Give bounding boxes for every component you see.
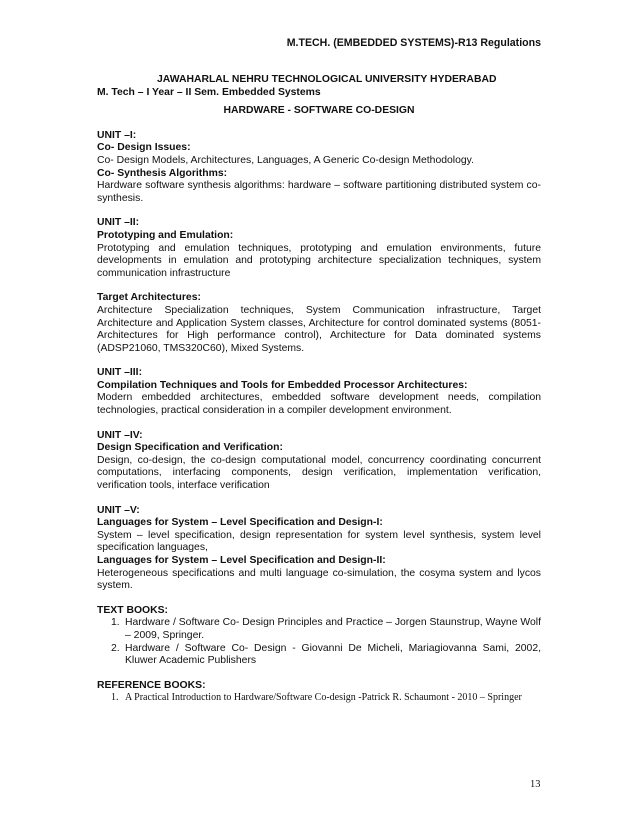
unit-heading: UNIT –III:	[97, 367, 143, 379]
unit-subheading: Languages for System – Level Specification and Design-II:	[97, 555, 386, 566]
unit-subheading: Co- Design Issues:	[97, 142, 191, 154]
unit-heading: UNIT –IV:	[97, 429, 143, 441]
unit-heading: UNIT –V:	[97, 504, 140, 516]
list-item	[97, 692, 541, 705]
unit-2	[97, 217, 541, 355]
list-number: 1.	[111, 692, 119, 704]
text-books-list	[97, 617, 541, 667]
unit-text: System – level specification, design representation for system level synthesis, system level specification languages,	[97, 529, 541, 554]
university-name: JAWAHARLAL NEHRU TECHNOLOGICAL UNIVERSITY HYDERABAD	[157, 74, 497, 85]
unit-text: Hardware software synthesis algorithms: hardware – software partitioning distributed system co-synthesis.	[97, 180, 541, 204]
unit-4	[97, 430, 541, 493]
unit-heading: UNIT –II:	[97, 217, 140, 229]
book-entry: Hardware / Software Co- Design - Giovanni De Micheli, Mariagiovanna Sami, 2002, Kluwer Academic Publishers	[125, 642, 541, 667]
unit-5	[97, 505, 541, 593]
section-heading: REFERENCE BOOKS:	[97, 679, 206, 691]
text-books-section	[97, 605, 541, 668]
unit-subheading: Co- Synthesis Algorithms:	[97, 167, 228, 179]
unit-text: Modern embedded architectures, embedded software development needs, compilation technologies, practical consideration in a compiler development environment.	[97, 392, 541, 417]
running-header: M.TECH. (EMBEDDED SYSTEMS)-R13 Regulations	[286, 37, 541, 49]
list-number: 2.	[111, 642, 120, 654]
syllabus-content	[97, 74, 541, 705]
unit-3	[97, 367, 541, 417]
unit-subheading: Languages for System – Level Specification and Design-I:	[97, 517, 383, 529]
reference-books-section	[97, 680, 541, 705]
unit-text: Design, co-design, the co-design computational model, concurrency coordinating concurrent computations, interfacing components, design verification, implementation verification, verification tools, interface verification	[97, 454, 541, 492]
subject-title: HARDWARE - SOFTWARE CO-DESIGN	[223, 105, 415, 117]
unit-heading: UNIT –I:	[97, 129, 137, 141]
course-line: M. Tech – I Year – II Sem. Embedded Systems	[97, 86, 321, 98]
book-entry: Hardware / Software Co- Design Principles and Practice – Jorgen Staunstrup, Wayne Wolf – 2009, Springer.	[125, 617, 541, 641]
list-item	[97, 617, 541, 642]
unit-text: Co- Design Models, Architectures, Languages, A Generic Co-design Methodology.	[97, 154, 474, 166]
list-number: 1.	[111, 617, 120, 629]
unit-subheading: Design Specification and Verification:	[97, 442, 283, 454]
unit-subheading: Target Architectures:	[97, 292, 201, 304]
unit-1	[97, 130, 541, 206]
section-heading: TEXT BOOKS:	[97, 604, 169, 616]
unit-subheading: Compilation Techniques and Tools for Embedded Processor Architectures:	[97, 379, 468, 391]
unit-text: Architecture Specialization techniques, System Communication infrastructure, Target Architecture and Application System classes, Architecture for control dominated systems (8051-Architectures for High performance control), Architecture for Data dominated systems (ADSP21060, TMS320C60), Mixed Systems.	[97, 304, 541, 354]
book-entry: A Practical Introduction to Hardware/Software Co-design -Patrick R. Schaumont - 2010 – Springer	[125, 692, 522, 704]
unit-subheading: Prototyping and Emulation:	[97, 229, 234, 241]
list-item	[97, 643, 541, 668]
reference-books-list	[97, 692, 541, 705]
unit-text: Prototyping and emulation techniques, prototyping and emulation environments, future developments in emulation and prototyping architecture specialization techniques, system communication infrastructure	[97, 242, 541, 279]
unit-text: Heterogeneous specifications and multi language co-simulation, the cosyma system and lycos system.	[97, 567, 541, 592]
page-number: 13	[530, 779, 541, 790]
